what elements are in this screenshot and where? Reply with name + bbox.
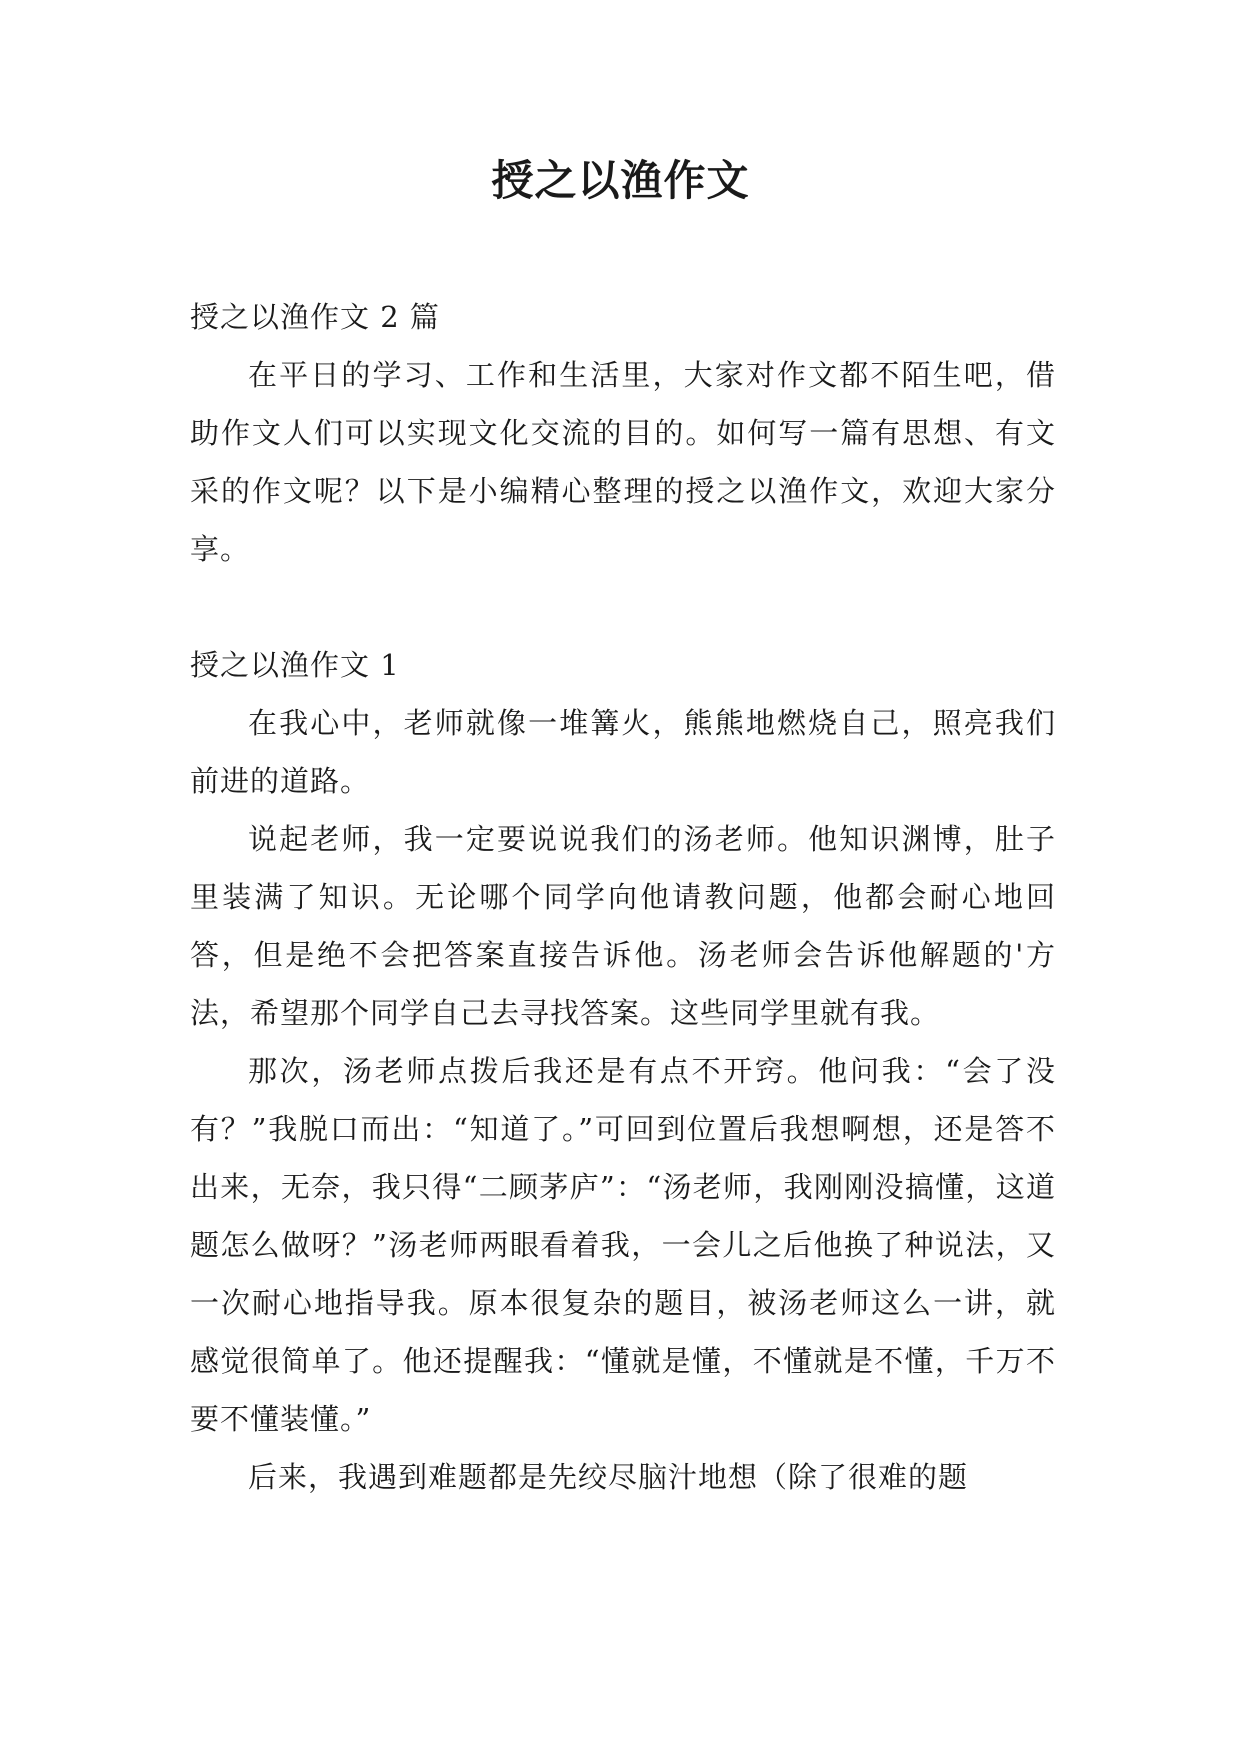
intro-paragraph: 在平日的学习、工作和生活里，大家对作文都不陌生吧，借助作文人们可以实现文化交流的目的。如何写一篇有思想、有文采的作文呢？以下是小编精心整理的授之以渔作文，欢迎大家分享。 bbox=[190, 358, 1056, 566]
intro-heading: 授之以渔作文 2 篇 bbox=[190, 300, 440, 334]
document-title: 授之以渔作文 bbox=[491, 156, 750, 205]
essay-1-paragraph-1: 在我心中，老师就像一堆篝火，熊熊地燃烧自己，照亮我们前进的道路。 bbox=[190, 706, 1056, 798]
essay-1-heading: 授之以渔作文 1 bbox=[190, 648, 400, 682]
essay-1-paragraph-2: 说起老师，我一定要说说我们的汤老师。他知识渊博，肚子里装满了知识。无论哪个同学向他请教问题，他都会耐心地回答，但是绝不会把答案直接告诉他。汤老师会告诉他解题的'方法，希望那个同学自己去寻找答案。这些同学里就有我。 bbox=[190, 822, 1056, 1030]
document-body bbox=[190, 288, 1056, 1506]
essay-1-paragraph-4: 后来，我遇到难题都是先绞尽脑汁地想（除了很难的题 bbox=[248, 1460, 969, 1494]
section-spacer bbox=[190, 578, 1056, 636]
essay-1-paragraph-3: 那次，汤老师点拨后我还是有点不开窍。他问我：“会了没有？”我脱口而出：“知道了。”可回到位置后我想啊想，还是答不出来，无奈，我只得“二顾茅庐”：“汤老师，我刚刚没搞懂，这道题怎么做呀？”汤老师两眼看着我，一会儿之后他换了种说法，又一次耐心地指导我。原本很复杂的题目，被汤老师这么一讲，就感觉很简单了。他还提醒我：“懂就是懂，不懂就是不懂，千万不要不懂装懂。” bbox=[190, 1054, 1056, 1436]
